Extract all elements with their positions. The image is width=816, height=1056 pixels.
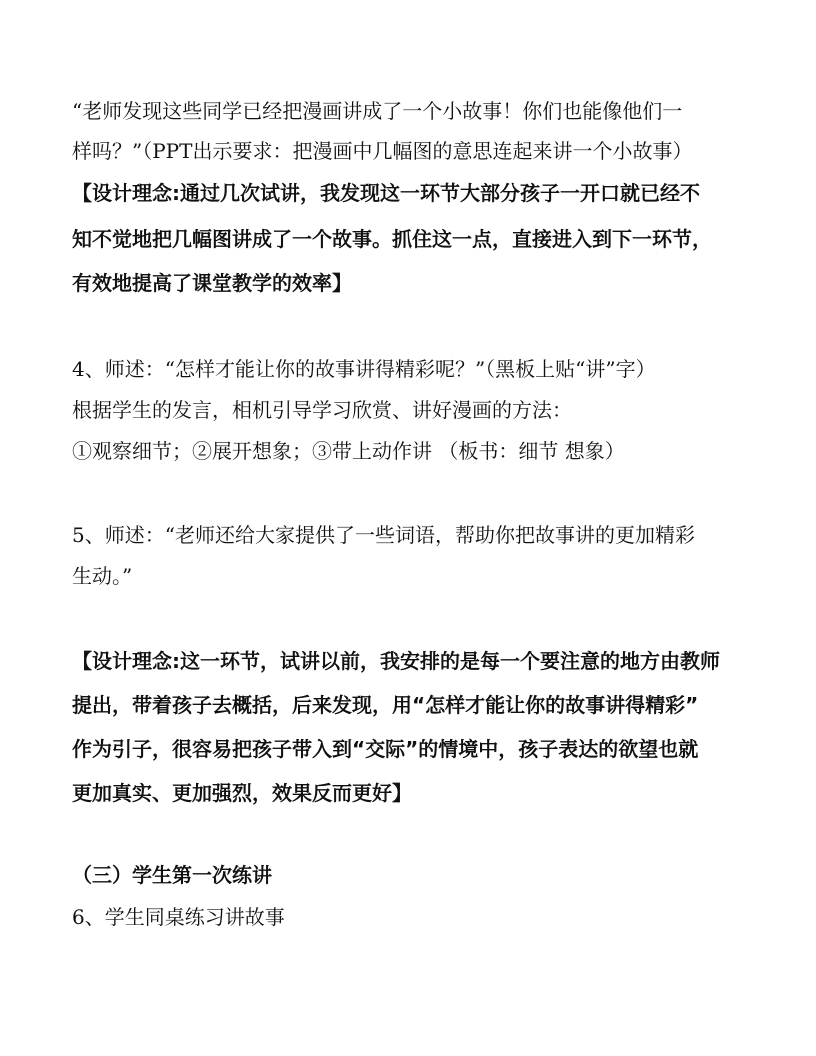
design-note-line: 更加真实、更加强烈，效果反而更好】: [72, 781, 412, 805]
design-note-line: 知不觉地把几幅图讲成了一个故事。抓住这一点，直接进入到下一环节，: [72, 227, 712, 251]
design-note-line: 【设计理念:通过几次试讲，我发现这一环节大部分孩子一开口就已经不: [72, 181, 700, 205]
paragraph-line: 生动。”: [72, 564, 133, 588]
design-note-line: 提出，带着孩子去概括，后来发现，用“怎样才能让你的故事讲得精彩”: [72, 693, 699, 717]
design-note-line: 有效地提高了课堂教学的效率】: [72, 271, 352, 295]
paragraph-line: 样吗？”（PPT出示要求：把漫画中几幅图的意思连起来讲一个小故事）: [72, 139, 693, 163]
paragraph-line: 5、师述：“老师还给大家提供了一些词语，帮助你把故事讲的更加精彩: [72, 523, 695, 547]
paragraph-line: “老师发现这些同学已经把漫画讲成了一个小故事！你们也能像他们一: [72, 99, 683, 123]
paragraph-line: ①观察细节；②展开想象；③带上动作讲 （板书：细节 想象）: [72, 439, 625, 463]
design-note-line: 【设计理念:这一环节，试讲以前，我安排的是每一个要注意的地方由教师: [72, 649, 720, 673]
design-note-line: 作为引子，很容易把孩子带入到“交际”的情境中，孩子表达的欲望也就: [72, 737, 699, 761]
section-heading: （三）学生第一次练讲: [72, 863, 272, 887]
paragraph-line: 根据学生的发言，相机引导学习欣赏、讲好漫画的方法：: [72, 398, 572, 422]
paragraph-line: 4、师述：“怎样才能让你的故事讲得精彩呢？”（黑板上贴“讲”字）: [72, 357, 656, 381]
list-item: 6、学生同桌练习讲故事: [72, 905, 285, 929]
